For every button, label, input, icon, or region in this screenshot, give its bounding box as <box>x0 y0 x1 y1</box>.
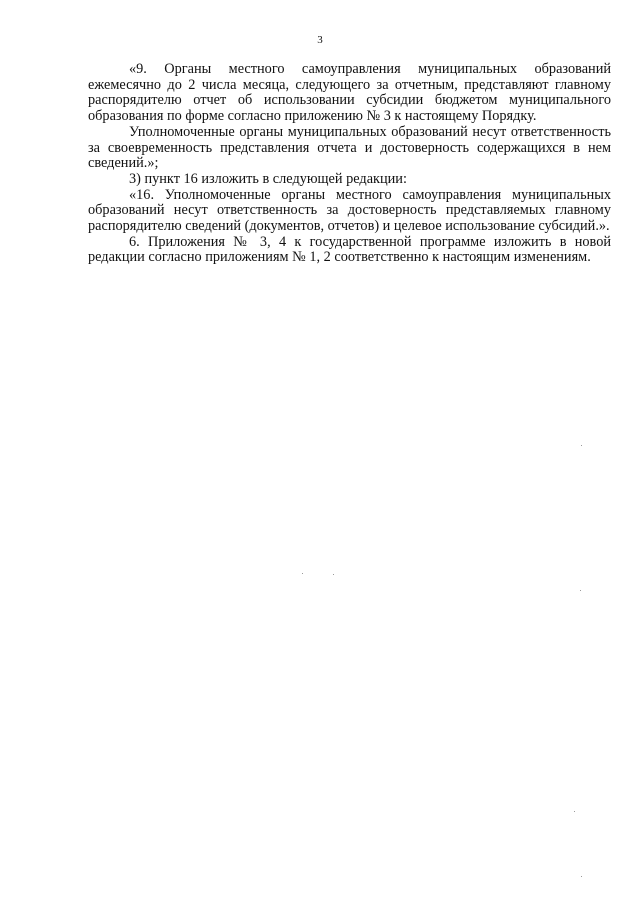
page-number: 3 <box>317 34 323 46</box>
paragraph-appendices: 6. Приложения № 3, 4 к государственной программе изложить в новой редакции согласно приложениям № 1, 2 соответственно к настоящим изменениям. <box>88 233 611 266</box>
paragraph-responsibility-report: Уполномоченные органы муниципальных образований несут ответственность за своевременность представления отчета и достоверность содержащихся в нем сведений.»; <box>88 123 611 172</box>
scan-speck <box>581 445 582 446</box>
document-body <box>88 62 611 266</box>
paragraph-point-16-instruction: 3) пункт 16 изложить в следующей редакции: <box>129 170 407 187</box>
scan-speck <box>581 876 582 877</box>
scan-speck <box>302 573 303 574</box>
paragraph-item-9: «9. Органы местного самоуправления муниципальных образований ежемесячно до 2 числа месяца, следующего за отчетным, представляют главному распорядителю отчет об использовании субсидии бюджетом муниципального образования по форме согласно приложению № 3 к настоящему Порядку. <box>88 61 611 125</box>
scan-speck <box>333 574 334 575</box>
paragraph-item-16: «16. Уполномоченные органы местного самоуправления муниципальных образований несут ответственность за достоверность представляемых главному распорядителю сведений (документов, отчетов) и целевое использование субсидий.». <box>88 186 611 235</box>
scan-speck <box>580 590 581 591</box>
scan-speck <box>574 811 575 812</box>
